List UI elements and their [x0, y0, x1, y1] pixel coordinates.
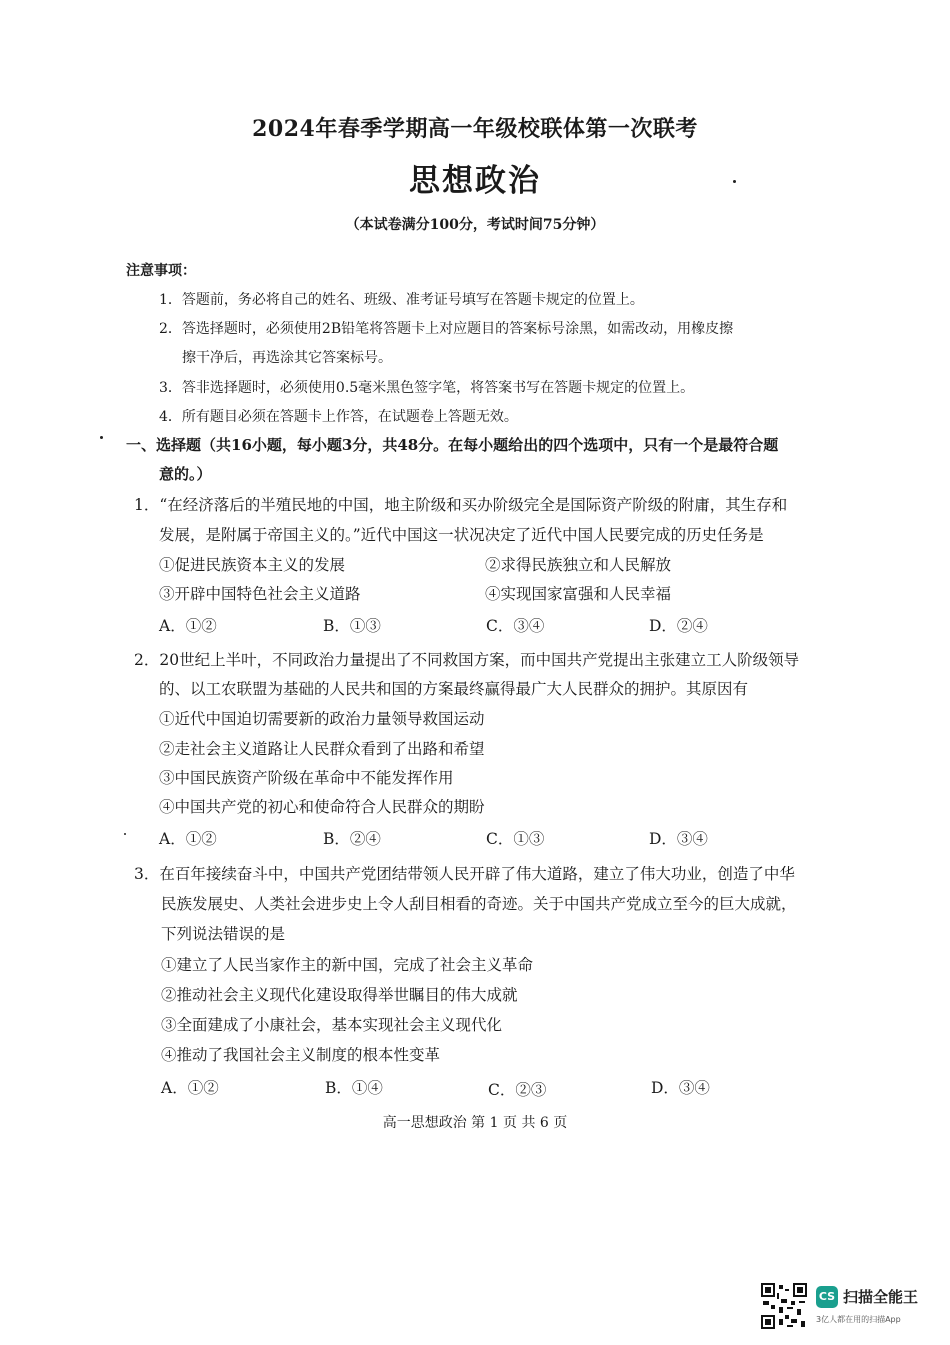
scan-speck: [124, 833, 126, 835]
page-footer: 高一思想政治 第 1 页 共 6 页: [382, 1115, 568, 1131]
question-1-line-2: 发展，是附属于帝国主义的。”近代中国这一状况决定了近代中国人民要完成的历史任务是: [159, 526, 764, 544]
question-1-line-1: 1．“在经济落后的半殖民地的中国，地主阶级和买办阶级完全是国际资产阶级的附庸，其生存和: [134, 496, 788, 514]
q1-statement-1: ①促进民族资本主义的发展: [159, 556, 346, 574]
q2-statement-2: ②走社会主义道路让人民群众看到了出路和希望: [159, 740, 485, 758]
question-3-line-3: 下列说法错误的是: [161, 925, 286, 943]
q2-option-a: A．①②: [159, 830, 217, 848]
q3-option-b: B．①④: [325, 1079, 383, 1097]
q1-statement-4: ④实现国家富强和人民幸福: [485, 585, 672, 603]
section-heading: 一、选择题（共16小题，每小题3分，共48分。在每小题给出的四个选项中，只有一个是最符合题: [126, 436, 779, 454]
question-2-line-2: 的、以工农联盟为基础的人民共和国的方案最终赢得最广大人民群众的拥护。其原因有: [159, 680, 749, 698]
question-2-line-1: 2．20世纪上半叶，不同政治力量提出了不同救国方案，而中国共产党提出主张建立工人阶级领导: [134, 651, 800, 669]
notice-item-3: 3．答非选择题时，必须使用0.5毫米黑色签字笔，将答案书写在答题卡规定的位置上。: [159, 380, 695, 396]
q3-statement-2: ②推动社会主义现代化建设取得举世瞩目的伟大成就: [161, 986, 518, 1004]
qr-code-icon: [761, 1283, 807, 1329]
notice-item-2-cont: 擦干净后，再选涂其它答案标号。: [182, 350, 392, 366]
notice-heading: 注意事项：: [126, 263, 196, 279]
q2-statement-1: ①近代中国迫切需要新的政治力量领导救国运动: [159, 710, 485, 728]
q3-statement-1: ①建立了人民当家作主的新中国，完成了社会主义革命: [161, 956, 534, 974]
q1-option-d: D．②④: [649, 617, 708, 635]
q3-option-d: D．③④: [651, 1079, 710, 1097]
q2-statement-4: ④中国共产党的初心和使命符合人民群众的期盼: [159, 798, 485, 816]
q1-option-b: B．①③: [323, 617, 381, 635]
section-heading-cont: 意的。）: [159, 465, 212, 483]
scan-speck: [100, 436, 103, 439]
q2-option-d: D．③④: [649, 830, 708, 848]
question-3-line-1: 3．在百年接续奋斗中，中国共产党团结带领人民开辟了伟大道路，建立了伟大功业，创造了中华: [134, 865, 795, 883]
notice-item-4: 4．所有题目必须在答题卡上作答，在试题卷上答题无效。: [159, 409, 518, 425]
q2-statement-3: ③中国民族资产阶级在革命中不能发挥作用: [159, 769, 454, 787]
camscanner-logo: CS: [816, 1286, 838, 1308]
q3-statement-4: ④推动了我国社会主义制度的根本性变革: [161, 1046, 441, 1064]
camscanner-tagline: 3亿人都在用的扫描App: [816, 1315, 901, 1324]
exam-title: 2024年春季学期高一年级校联体第一次联考: [252, 116, 698, 142]
notice-item-1: 1．答题前，务必将自己的姓名、班级、准考证号填写在答题卡规定的位置上。: [159, 292, 644, 308]
q1-option-a: A．①②: [159, 617, 217, 635]
q1-option-c: C．③④: [486, 617, 545, 635]
q3-option-a: A．①②: [161, 1079, 219, 1097]
subject-title: 思想政治: [409, 163, 541, 199]
q2-option-c: C．①③: [486, 830, 545, 848]
q1-statement-3: ③开辟中国特色社会主义道路: [159, 585, 361, 603]
q3-statement-3: ③全面建成了小康社会，基本实现社会主义现代化: [161, 1016, 503, 1034]
exam-meta: （本试卷满分100分，考试时间75分钟）: [345, 217, 605, 233]
question-3-line-2: 民族发展史、人类社会进步史上令人刮目相看的奇迹。关于中国共产党成立至今的巨大成就，: [161, 895, 797, 913]
q1-statement-2: ②求得民族独立和人民解放: [485, 556, 672, 574]
camscanner-name: 扫描全能王: [843, 1288, 919, 1306]
q2-option-b: B．②④: [323, 830, 381, 848]
scan-speck: [733, 180, 736, 183]
notice-item-2: 2．答选择题时，必须使用2B铅笔将答题卡上对应题目的答案标号涂黑，如需改动，用橡皮擦: [159, 321, 734, 337]
q3-option-c: C．②③: [488, 1081, 547, 1099]
